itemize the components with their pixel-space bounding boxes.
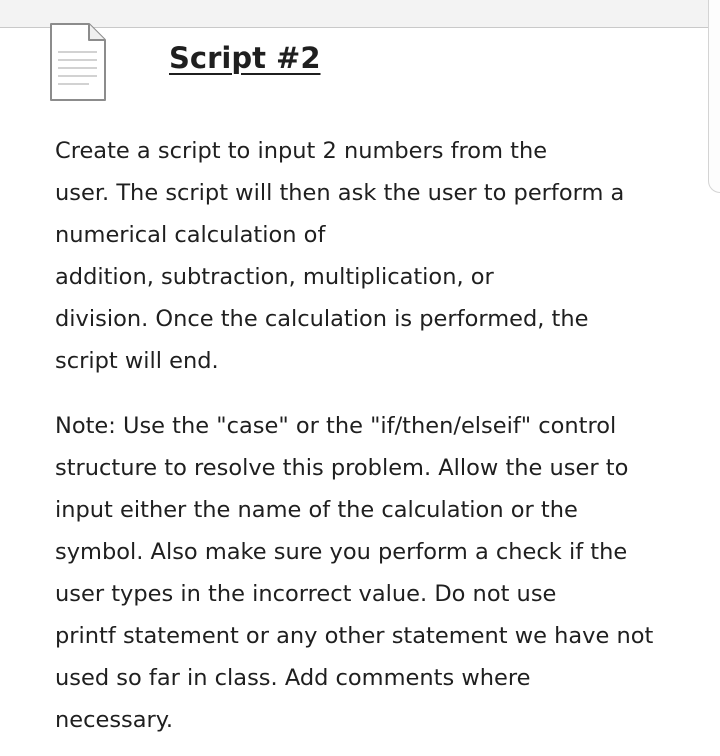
- text-line: user types in the incorrect value. Do not use: [55, 581, 557, 607]
- text-line: Note: Use the "case" or the "if/then/elseif" control: [55, 413, 617, 439]
- text-line: addition, subtraction, multiplication, or: [55, 264, 494, 290]
- text-line: necessary.: [55, 707, 174, 733]
- text-line: user. The script will then ask the user to perform a: [55, 180, 625, 206]
- document-icon: [49, 22, 107, 102]
- page-title: Script #2: [169, 41, 321, 75]
- text-line: numerical calculation of: [55, 222, 326, 248]
- instructions-paragraph: [55, 130, 624, 382]
- top-bar: [0, 0, 720, 28]
- text-line: input either the name of the calculation or the: [55, 497, 578, 523]
- text-line: printf statement or any other statement we have not: [55, 623, 654, 649]
- scroll-panel-edge: [708, 0, 720, 193]
- text-line: used so far in class. Add comments where: [55, 665, 531, 691]
- text-line: script will end.: [55, 348, 219, 374]
- text-line: division. Once the calculation is performed, the: [55, 306, 589, 332]
- text-line: symbol. Also make sure you perform a check if the: [55, 539, 628, 565]
- note-paragraph: [55, 405, 653, 741]
- text-line: Create a script to input 2 numbers from the: [55, 138, 548, 164]
- text-line: structure to resolve this problem. Allow the user to: [55, 455, 629, 481]
